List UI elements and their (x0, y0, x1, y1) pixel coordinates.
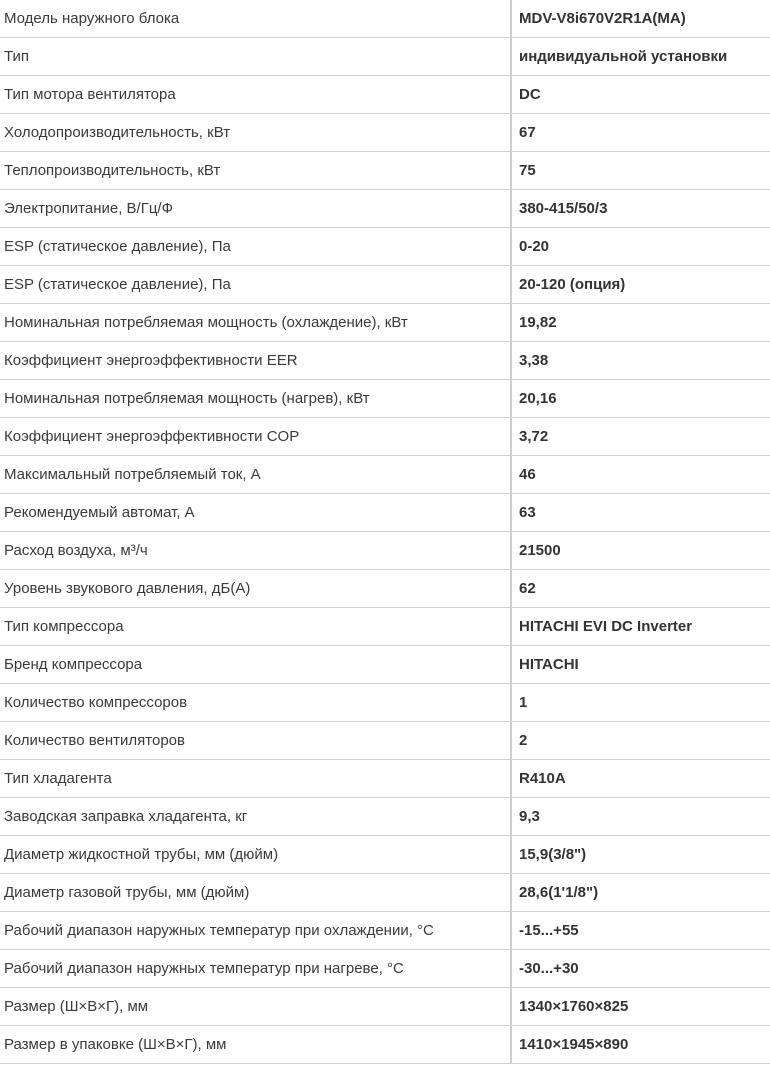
spec-label: Тип хладагента (0, 760, 511, 798)
spec-label: Заводская заправка хладагента, кг (0, 798, 511, 836)
table-row (0, 418, 770, 456)
spec-label: Тип мотора вентилятора (0, 76, 511, 114)
table-row (0, 874, 770, 912)
spec-value: 19,82 (511, 304, 770, 342)
table-row (0, 342, 770, 380)
spec-value: 21500 (511, 532, 770, 570)
table-row (0, 228, 770, 266)
table-row (0, 114, 770, 152)
table-row (0, 190, 770, 228)
spec-value: 3,72 (511, 418, 770, 456)
spec-label: Максимальный потребляемый ток, А (0, 456, 511, 494)
spec-value: 3,38 (511, 342, 770, 380)
table-row (0, 76, 770, 114)
spec-value: MDV-V8i670V2R1A(MA) (519, 10, 686, 27)
spec-label: Коэффициент энергоэффективности EER (0, 342, 511, 380)
spec-label: Расход воздуха, м³/ч (0, 532, 511, 570)
spec-value: 0-20 (511, 228, 770, 266)
spec-label: Количество вентиляторов (0, 722, 511, 760)
table-row (0, 0, 770, 38)
spec-value: 46 (511, 456, 770, 494)
spec-value: 20,16 (511, 380, 770, 418)
spec-label: Коэффициент энергоэффективности COP (0, 418, 511, 456)
table-row (0, 570, 770, 608)
table-row (0, 608, 770, 646)
table-row (0, 266, 770, 304)
table-row (0, 684, 770, 722)
spec-label: Размер в упаковке (Ш×В×Г), мм (0, 1026, 511, 1064)
spec-value: HITACHI EVI DC Inverter (511, 608, 770, 646)
spec-label: Бренд компрессора (0, 646, 511, 684)
spec-label: Номинальная потребляемая мощность (охлаждение), кВт (0, 304, 511, 342)
spec-value: 1 (511, 684, 770, 722)
table-row (0, 532, 770, 570)
table-row (0, 38, 770, 76)
spec-value: DC (511, 76, 770, 114)
spec-label: Теплопроизводительность, кВт (0, 152, 511, 190)
table-row (0, 950, 770, 988)
table-row (0, 494, 770, 532)
spec-value: 380-415/50/3 (511, 190, 770, 228)
table-row (0, 912, 770, 950)
spec-label: Размер (Ш×В×Г), мм (0, 988, 511, 1026)
spec-label: ESP (статическое давление), Па (0, 228, 511, 266)
spec-value: 28,6(1'1/8") (511, 874, 770, 912)
spec-label: Электропитание, В/Гц/Ф (0, 190, 511, 228)
spec-value: HITACHI (511, 646, 770, 684)
spec-label: Рабочий диапазон наружных температур при охлаждении, °С (0, 912, 511, 950)
spec-value: -15...+55 (511, 912, 770, 950)
table-row (0, 836, 770, 874)
spec-label: Диаметр жидкостной трубы, мм (дюйм) (0, 836, 511, 874)
spec-label: Номинальная потребляемая мощность (нагрев), кВт (0, 380, 511, 418)
spec-label: Модель наружного блока (0, 0, 511, 38)
table-row (0, 760, 770, 798)
spec-value: 1340×1760×825 (511, 988, 770, 1026)
spec-label: Тип компрессора (0, 608, 511, 646)
spec-label: Диаметр газовой трубы, мм (дюйм) (0, 874, 511, 912)
spec-label: Рабочий диапазон наружных температур при нагреве, °С (0, 950, 511, 988)
spec-value: R410A (511, 760, 770, 798)
spec-value: индивидуальной установки (511, 38, 770, 76)
spec-value: -30...+30 (511, 950, 770, 988)
table-row (0, 646, 770, 684)
spec-value: 67 (511, 114, 770, 152)
spec-value: 15,9(3/8") (511, 836, 770, 874)
table-row (0, 380, 770, 418)
spec-value: 63 (511, 494, 770, 532)
spec-label: Уровень звукового давления, дБ(А) (0, 570, 511, 608)
table-row (0, 304, 770, 342)
table-row (0, 722, 770, 760)
spec-value: 1410×1945×890 (511, 1026, 770, 1064)
spec-value: 9,3 (511, 798, 770, 836)
table-row (0, 152, 770, 190)
table-row (0, 456, 770, 494)
spec-label: Холодопроизводительность, кВт (0, 114, 511, 152)
table-row (0, 798, 770, 836)
spec-label: Рекомендуемый автомат, А (0, 494, 511, 532)
spec-value: 2 (511, 722, 770, 760)
spec-label: Тип (0, 38, 511, 76)
spec-label: Количество компрессоров (0, 684, 511, 722)
spec-value: 62 (511, 570, 770, 608)
table-row (0, 1026, 770, 1064)
spec-label: ESP (статическое давление), Па (0, 266, 511, 304)
spec-value: 20-120 (опция) (511, 266, 770, 304)
spec-value: 75 (511, 152, 770, 190)
table-row (0, 988, 770, 1026)
